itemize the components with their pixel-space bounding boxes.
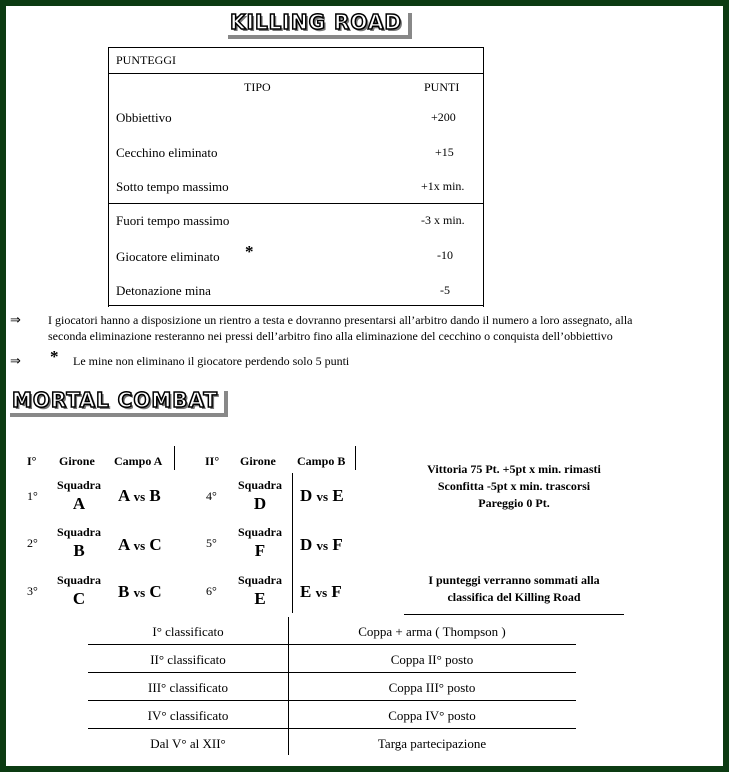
squadra-label: Squadra [56, 525, 102, 539]
sum-note-line: I punteggi verranno sommati alla [428, 573, 600, 587]
match-pair: E vs F [300, 582, 342, 601]
mortal-combat-banner: MORTAL COMBAT [6, 387, 224, 413]
squadra-letter: B [73, 541, 85, 560]
squadra-letter: E [254, 589, 266, 608]
rule-line: Sconfitta -5pt x min. trascorsi [437, 479, 591, 493]
row-punti: -5 [440, 283, 450, 297]
prize-award: Coppa IV° posto [388, 708, 476, 723]
rule-line: Vittoria 75 Pt. +5pt x min. rimasti [427, 462, 601, 476]
table-title: PUNTEGGI [116, 53, 176, 67]
row-tipo: Cecchino eliminato [116, 145, 218, 160]
match-number: 1° [27, 489, 38, 503]
col-punti: PUNTI [424, 80, 460, 94]
row-tipo: Obbiettivo [116, 110, 172, 125]
arrow-icon: ⇒ [10, 354, 21, 369]
row-tipo: Sotto tempo massimo [116, 179, 229, 194]
squadra-letter: D [253, 494, 267, 513]
match-number: 2° [27, 536, 38, 550]
row-punti: +1x min. [421, 179, 465, 193]
sum-note-line: classifica del Killing Road [447, 590, 581, 604]
col-tipo: TIPO [244, 80, 271, 94]
header-num-a: I° [27, 454, 37, 468]
squadra-letter: A [72, 494, 86, 513]
row-punti: +15 [435, 145, 454, 159]
match-pair: B vs C [118, 582, 162, 601]
row-tipo: Fuori tempo massimo [116, 213, 230, 228]
note-1: I giocatori hanno a disposizione un rientro a testa e dovranno presentarsi all’arbitro dando il numero a loro assegnato, alla [48, 313, 633, 327]
squadra-label: Squadra [237, 478, 283, 492]
prize-place: IV° classificato [147, 708, 229, 723]
match-number: 3° [27, 584, 38, 598]
row-punti: +200 [431, 110, 456, 124]
prize-place: II° classificato [150, 652, 226, 667]
killing-road-banner: KILLING ROAD [224, 9, 408, 35]
row-tipo: Detonazione mina [116, 283, 211, 298]
rule-line: Pareggio 0 Pt. [478, 496, 550, 510]
prize-place: I° classificato [152, 624, 224, 639]
row-punti: -3 x min. [421, 213, 465, 227]
header-girone-b: Girone [240, 454, 276, 468]
header-num-b: II° [205, 454, 220, 468]
note-1b: seconda eliminazione resteranno nei pressi dell’arbitro fino alla eliminazione del cecchino o conquista dell’obbiettivo [48, 329, 613, 343]
prize-award: Targa partecipazione [377, 736, 487, 751]
match-pair: A vs C [118, 535, 162, 554]
match-pair: D vs F [300, 535, 343, 554]
squadra-letter: F [254, 541, 266, 560]
match-pair: D vs E [300, 486, 344, 505]
prize-award: Coppa III° posto [388, 680, 476, 695]
squadra-label: Squadra [56, 478, 102, 492]
squadra-label: Squadra [237, 525, 283, 539]
match-number: 5° [206, 536, 217, 550]
prize-place: Dal V° al XII° [150, 736, 226, 751]
prize-award: Coppa II° posto [390, 652, 474, 667]
match-number: 6° [206, 584, 217, 598]
asterisk-icon: * [245, 242, 254, 261]
header-campo-a: Campo A [114, 454, 163, 468]
asterisk-icon: * [50, 347, 59, 366]
prize-award: Coppa + arma ( Thompson ) [358, 624, 506, 639]
squadra-letter: C [72, 589, 86, 608]
match-number: 4° [206, 489, 217, 503]
match-pair: A vs B [118, 486, 161, 505]
arrow-icon: ⇒ [10, 313, 21, 328]
prize-place: III° classificato [148, 680, 228, 695]
header-campo-b: Campo B [297, 454, 346, 468]
header-girone-a: Girone [59, 454, 95, 468]
row-punti: -10 [437, 248, 453, 262]
squadra-label: Squadra [56, 573, 102, 587]
note-2: Le mine non eliminano il giocatore perdendo solo 5 punti [73, 354, 350, 368]
squadra-label: Squadra [237, 573, 283, 587]
row-tipo: Giocatore eliminato [116, 249, 220, 264]
